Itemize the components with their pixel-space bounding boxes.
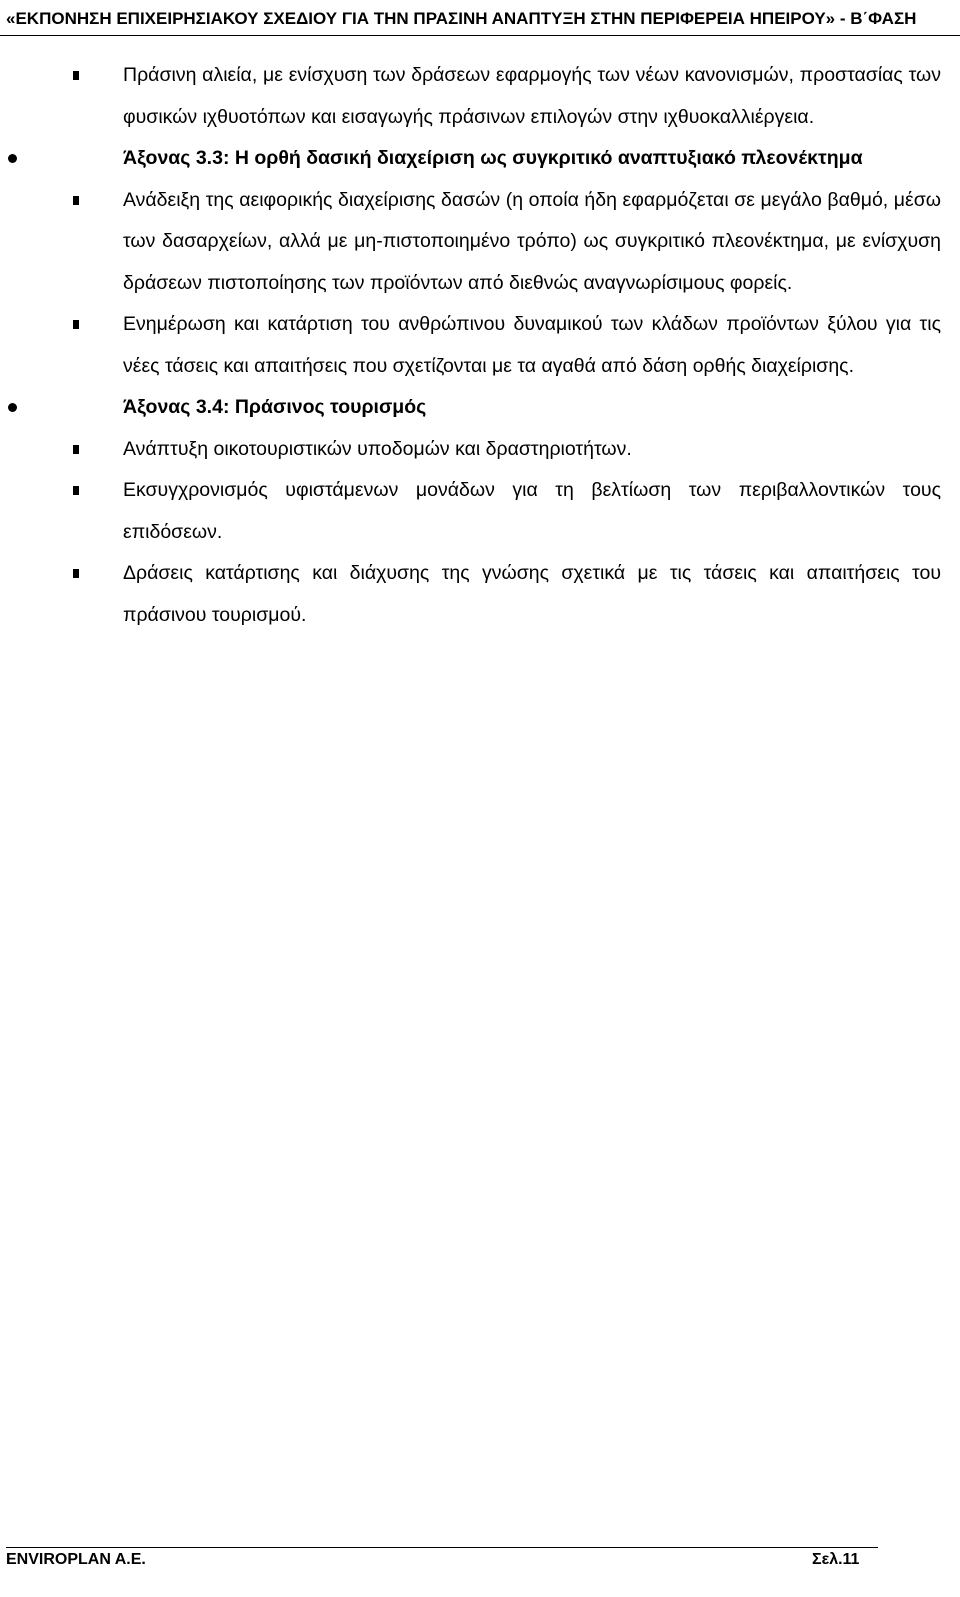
list-item-text: Ανάπτυξη οικοτουριστικών υποδομών και δραστηριοτήτων. [123,437,632,460]
square-bullet-icon [73,196,79,205]
axis-heading-text: Άξονας 3.4: Πράσινος τουρισμός [123,396,427,418]
square-bullet-icon [73,320,79,329]
document-body [0,55,960,636]
square-bullet-icon [73,569,79,578]
page-header [0,0,960,36]
axis-heading [123,138,941,180]
list-item [123,553,941,636]
list-item-text: Ανάδειξη της αειφορικής διαχείρισης δασών (η οποία ήδη εφαρμόζεται σε μεγάλο βαθμό, μέσω των δασαρχείων, αλλά με μη-πιστοποιημένο τρόπο) ως συγκριτικό πλεονέκτημα, με ενίσχυση δράσεων πιστοποίησης των προϊόντων από διεθνώς αναγνωρίσιμους φορείς. [123,188,941,294]
list-item-text: Ενημέρωση και κατάρτιση του ανθρώπινου δυναμικού των κλάδων προϊόντων ξύλου για τις νέες τάσεις και απαιτήσεις που σχετίζονται με τα αγαθά από δάση ορθής διαχείρισης. [123,313,941,377]
list-item-text: Εκσυγχρονισμός υφιστάμενων μονάδων για τη βελτίωση των περιβαλλοντικών τους επιδόσεων. [123,479,941,543]
list-item-text: Δράσεις κατάρτισης και διάχυσης της γνώσης σχετικά με τις τάσεις και απαιτήσεις του πράσινου τουρισμού. [123,562,941,626]
axis-heading [123,387,941,429]
list-item [123,429,941,471]
round-bullet-icon [8,403,17,412]
list-item-text: Πράσινη αλιεία, με ενίσχυση των δράσεων εφαρμογής των νέων κανονισμών, προστασίας των φυσικών ιχθυοτόπων και εισαγωγής πράσινων επιλογών στην ιχθυοκαλλιέργεια. [123,64,941,128]
header-title: «ΕΚΠΟΝΗΣΗ ΕΠΙΧΕΙΡΗΣΙΑΚΟΥ ΣΧΕΔΙΟΥ ΓΙΑ ΤΗΝ ΠΡΑΣΙΝΗ ΑΝΑΠΤΥΞΗ ΣΤΗΝ ΠΕΡΙΦΕΡΕΙΑ ΗΠΕΙΡΟΥ» - Β΄ΦΑΣΗ [6,9,917,28]
list-item [123,470,941,553]
list-item [123,180,941,305]
round-bullet-icon [8,154,17,163]
footer-divider [6,1547,878,1548]
page-number: Σελ.11 [812,1551,860,1568]
square-bullet-icon [73,71,79,80]
square-bullet-icon [73,486,79,495]
axis-heading-text: Άξονας 3.3: Η ορθή δασική διαχείριση ως συγκριτικό αναπτυξιακό πλεονέκτημα [123,147,863,169]
list-item [123,55,941,138]
footer-company: ENVIROPLAN A.E. [6,1551,146,1568]
square-bullet-icon [73,445,79,454]
list-item [123,304,941,387]
